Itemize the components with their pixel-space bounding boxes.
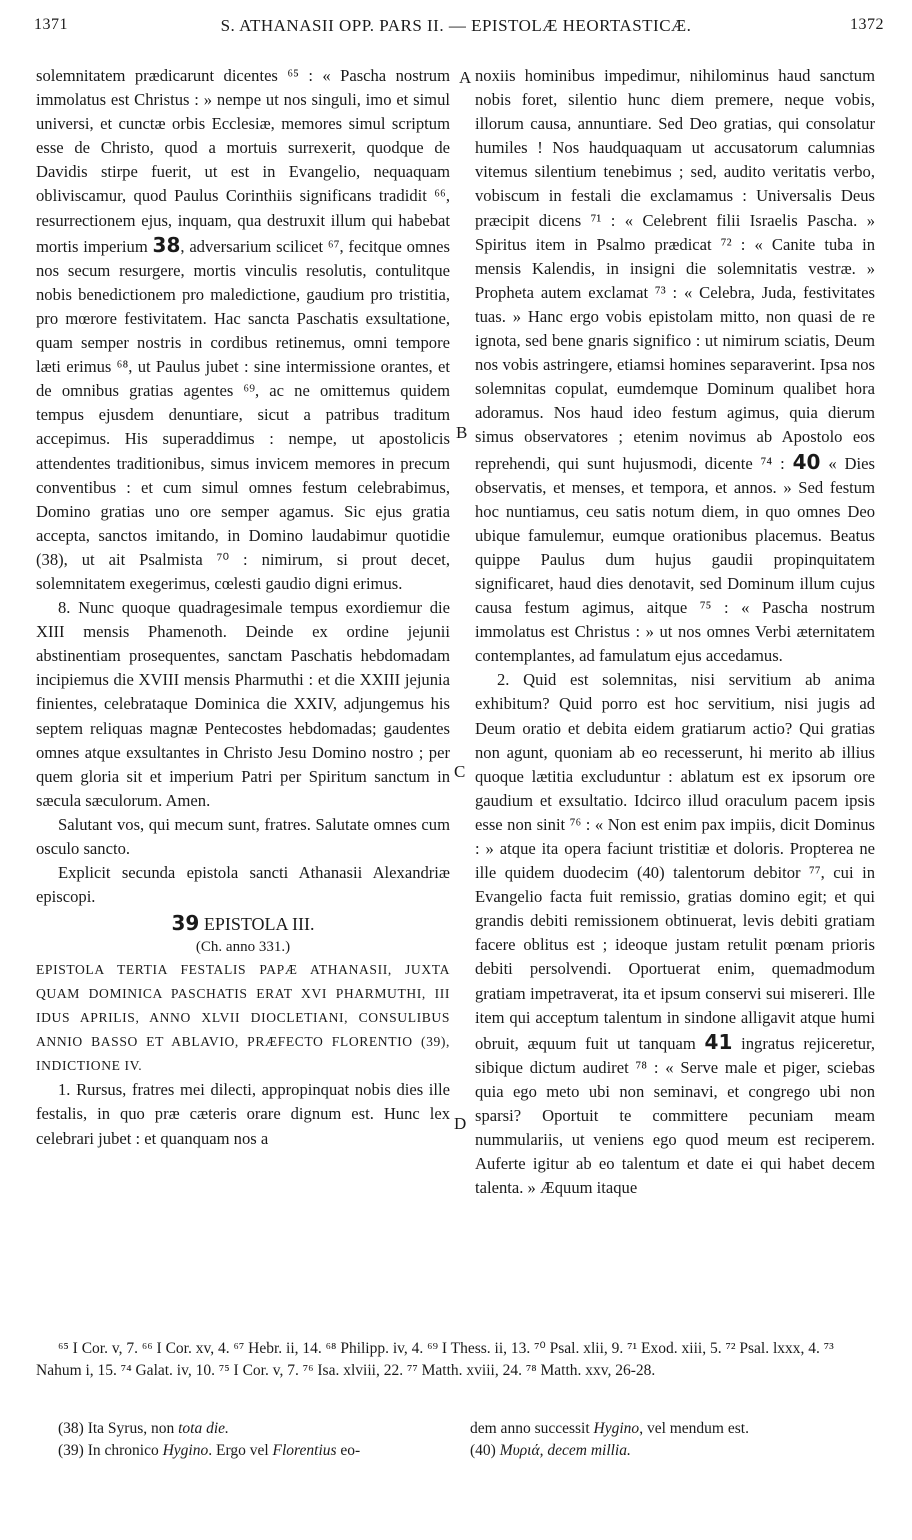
footnote-39-text-3: eo-	[336, 1442, 361, 1459]
footnotes-right	[470, 1418, 850, 1462]
footnote-38-text: (38) Ita Syrus, non	[58, 1420, 179, 1437]
scripture-references	[36, 1338, 878, 1382]
epistle-title-text: EPISTOLA III.	[203, 914, 315, 935]
epistle-date: (Ch. anno 331.)	[195, 939, 291, 956]
right-paragraph-1-text: noxiis hominibus impedimur, nihilominus haud sanctum nobis foret, silentio hunc diem premere, neque vobis, illorum causa, annuntiare. Sed Deo gratias, qui consolatur humiles ! Nos haudquaquam ut accusatorum calumnias vitemus silentium tenebimus ; sed, audito veritatis verbo, vobiscum in festali die exclamamus : Universalis Deus præcipit dicens ⁷¹ : « Celebrent filii Israelis Pascha. » Spiritus item in Psalmo prædicat ⁷² : « Canite tuba in mensis Kalendis, in insigni die solemnitatis vestræ. » Propheta autem exclamat ⁷³ : « Celebra, Juda, festivitates tuas. » Hanc ergo vobis epistolam mitto, non quasi de re ignota, sed bene gnaris significo : ut nimirum sciatis, Deum nos vobis astringere, etiamsi homines separaverint. Ipsa nos solemnitas copulat, eumdemque Dominum qualibet hora adoramus. Nos haud ideo festum agimus, quia dierum simus observatores ; etenim novimus ab Apostolo eos reprehendi, qui sunt hujusmodi, dicente ⁷⁴ :	[475, 66, 875, 473]
right-paragraph-1-text-cont: « Dies observatis, et menses, et tempora, et annos. » Sed festum hoc nuntiamus, ceu satis notum diem, in quo omnes Deo ubique famulemur, eumque orationibus placemus. Beatus quippe Paulus dum hujus gaudii propinquitatem significaret, haud dies denotavit, sed Dominum illum cujus causa festum agimus, aitque ⁷⁵ : « Pascha nostrum immolatus est Christus : » ut nos omnes Verbi æternitatem contemplantes, ad famulatum ejus accedamus.	[475, 453, 875, 666]
right-paragraph-2	[475, 668, 875, 1200]
footnote-38	[58, 1418, 458, 1440]
salutation: Salutant vos, qui mecum sunt, fratres. Salutate omnes cum osculo sancto.	[36, 814, 450, 858]
footnote-40-italic: Μυριά, decem millia.	[499, 1442, 631, 1459]
margin-letter-c: C	[454, 762, 466, 781]
right-column	[475, 64, 875, 1200]
explicit-line: Explicit secunda epistola sancti Athanasii Alexandriæ episcopi.	[36, 863, 450, 907]
column-marker-38: 38	[152, 232, 181, 257]
footnote-39-continued	[470, 1418, 850, 1440]
running-header	[28, 10, 884, 40]
margin-letter-b: B	[456, 423, 468, 442]
scripture-references-text: ⁶⁵ I Cor. v, 7. ⁶⁶ I Cor. xv, 4. ⁶⁷ Hebr. ii, 14. ⁶⁸ Philipp. iv, 4. ⁶⁹ I Thess. ii, 13. ⁷⁰ Psal. xlii, 9. ⁷¹ Exod. xiii, 5. ⁷² Psal. lxxx, 4. ⁷³ Nahum i, 15. ⁷⁴ Galat. iv, 10. ⁷⁵ I Cor. v, 7. ⁷⁶ Isa. xlviii, 22. ⁷⁷ Matth. xviii, 24. ⁷⁸ Matth. xxv, 26-28.	[36, 1340, 834, 1379]
right-paragraph-2-text-cont: ingratus rejiceretur, sibique dictum audiret ⁷⁸ : « Serve male et piger, sciebas quia ego meto ubi non seminavi, et congrego ubi non sparsi? Oportuit te committere pecuniam meam nummulariis, ut veniens ego quod meum est reciperem. Auferte igitur ab eo talentum et date ei qui habet decem talenta. » Æquum itaque	[475, 1033, 875, 1198]
footnote-39-cont-text: dem anno successit	[470, 1420, 594, 1437]
column-marker-41: 41	[704, 1029, 733, 1054]
footnote-39-text: (39) In chronico	[58, 1442, 163, 1459]
footnote-39	[58, 1440, 458, 1462]
running-title: S. ATHANASII OPP. PARS II. — EPISTOLÆ HEORTASTICÆ.	[220, 16, 692, 35]
footnote-39-cont-italic: Hygino	[593, 1420, 640, 1437]
footnote-39-italic-2: Florentius	[272, 1442, 337, 1459]
left-paragraph-1	[36, 64, 450, 596]
epistle-caption: EPISTOLA TERTIA FESTALIS PAPÆ ATHANASII, JUXTA QUAM DOMINICA PASCHATIS ERAT XVI PHARMUTHI, III IDUS APRILIS, ANNO XLVII DIOCLETIANI, CONSULIBUS ANNIO BASSO ET ABLAVIO, PRÆFECTO FLORENTIO (39), INDICTIONE IV.	[36, 962, 450, 1074]
epistle-title	[36, 911, 450, 936]
page-number-left: 1371	[34, 16, 68, 33]
page-number-right: 1372	[850, 16, 884, 33]
right-paragraph-2-text: 2. Quid est solemnitas, nisi servitium ab anima exhibitum? Quid porro est hoc servitium, nisi jugis ad Deum oratio et debita eidem gratiarum actio? Qui gratias non agunt, quoniam ab eo recesserunt, hi merito ab illius quoque lætitia excluduntur : ablatum est ex ipsorum ore gaudium et exsultatio. Idcirco illud oraculum pacem ipsis esse non sinit ⁷⁶ : « Non est enim pax impiis, dicit Dominus : » atque ita opera faciunt tristitiæ et doloris. Propterea ne ille quidem duodecim (40) talentorum debitor ⁷⁷, cui in Evangelio facta fuit remissio, gratias domino egit; et qui grandis debiti remissionem obtinuerat, levis debiti gratiam facere oblitus est ; ideoque justam retulit pœnam prioris debiti persolvendi. Oportuerat enim, quemadmodum gratiam impetraverat, ita et ipsum conservi sui misereri. Ille item qui acceptum talentum in sindone alligavit atque humi obruit, æquum fuit ut tanquam	[475, 670, 875, 1053]
left-paragraph-8: 8. Nunc quoque quadragesimale tempus exordiemur die XIII mensis Phamenoth. Deinde ex ordine jejunii abstinentiam prosequentes, sanctam Paschatis hebdomadam incipiemus die XVIII mensis Pharmuthi : et die XXIII jejunia finientes, celebrataque Dominica die XXIV, adjungemus his septem reliquas magnæ Pentecostes hebdomadas; gaudentes omnes atque exsultantes in Christo Jesu Domino nostro ; per quem gloria sit et imperium Patri per Spiritum sanctum in sæcula sæculorum. Amen.	[36, 598, 450, 810]
footnote-40	[470, 1440, 850, 1462]
column-marker-40: 40	[792, 449, 821, 474]
margin-letter-d: D	[454, 1114, 467, 1133]
footnotes-left	[58, 1418, 458, 1462]
footnote-39-text-2: . Ergo vel	[208, 1442, 273, 1459]
left-paragraph-1-text: solemnitatem prædicarunt dicentes ⁶⁵ : « Pascha nostrum immolatus est Christus : » nempe ut nos singuli, imo et simul universi, et cunctæ orbis Ecclesiæ, memores simul scriptum esse de Christo, quod a mortuis surrexerit, quodque de Davidis stirpe fuerit, ut est in Evangelio, nequaquam obliviscamur, quod Paulus Corinthiis significans tradidit ⁶⁶, resurrectionem ejus, inquam, qua destruxit illum qui habebat mortis imperium	[36, 66, 450, 256]
column-marker-39: 39	[171, 911, 200, 936]
footnote-39-cont-text-2: , vel mendum est.	[639, 1420, 749, 1437]
left-column	[36, 64, 450, 1151]
footnote-40-number: (40)	[470, 1442, 500, 1459]
left-paragraph-1-rursus: 1. Rursus, fratres mei dilecti, appropinquat nobis dies ille festalis, in quo præ cæteris orare dignum est. Hunc lex celebrari jubet : et quanquam nos a	[36, 1080, 450, 1148]
footnote-39-italic-1: Hygino	[162, 1442, 209, 1459]
footnote-38-italic: tota die.	[178, 1420, 229, 1437]
right-paragraph-1	[475, 64, 875, 668]
margin-letter-a: A	[459, 68, 472, 87]
left-paragraph-1-text-cont: , adversarium scilicet ⁶⁷, fecitque omnes nos secum resurgere, mortis vinculis resolutis, contulitque nobis benedictionem pro maledictione, gaudium pro tristitia, pro mœrore festivitatem. Hac sancta Paschatis exsultatione, quam semper nostris in cordibus retinemus, omni tempore læti erimus ⁶⁸, ut Paulus jubet : sine intermissione orantes, et de omnibus gratias agentes ⁶⁹, ac ne omittemus quidem tempus ejusdem denuntiare, sicut a patribus traditum accepimus. His superaddimus : nempe, ut apostolicis attendentes traditionibus, simus invicem memores in precum conventibus : et cum simul omnes festum celebrabimus, Domino gratias uno ore semper agamus. Sic ejus gratia accepta, sanctos imitando, in Domino laudabimur quotidie (38), ut ait Psalmista ⁷⁰ : nimirum, si prout decet, solemnitatem exegerimus, cœlesti gaudio digni erimus.	[36, 236, 450, 593]
